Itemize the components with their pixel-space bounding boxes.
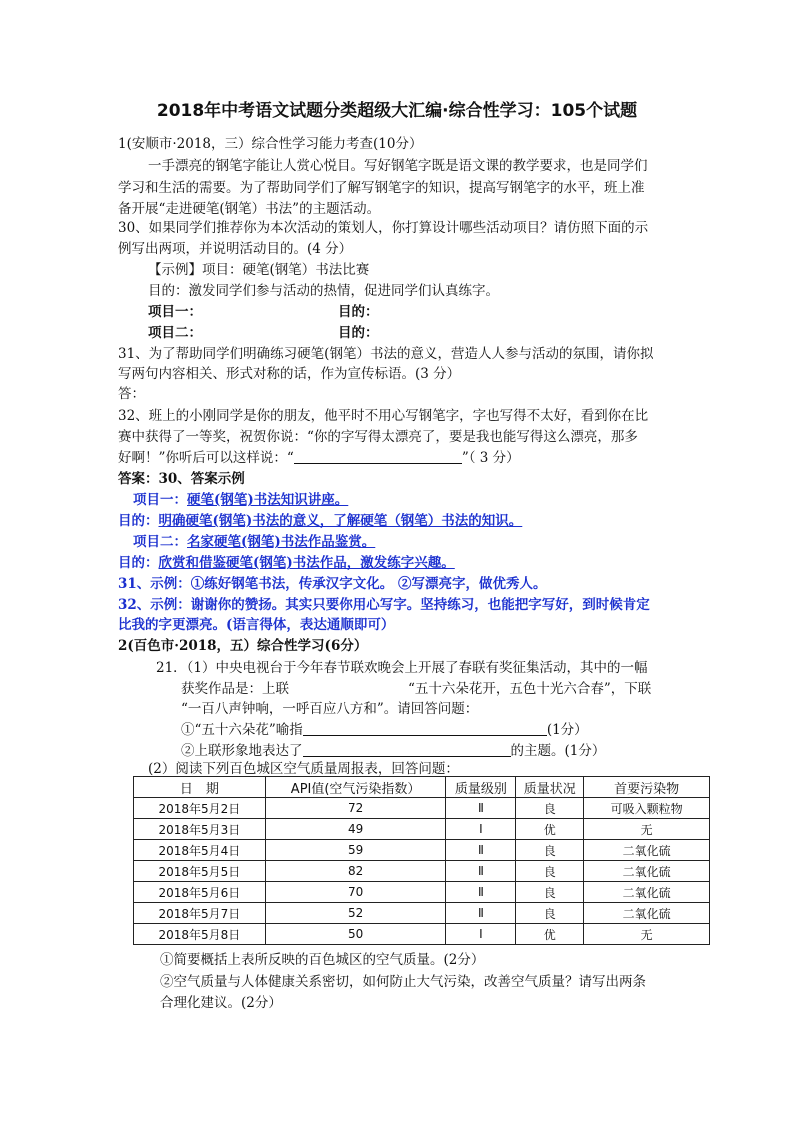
cell-pollutant: 二氧化硫 — [584, 861, 710, 882]
cell-api: 59 — [265, 840, 446, 861]
table-row — [134, 798, 710, 819]
cell-level: Ⅱ — [446, 840, 516, 861]
q32-text: 32、班上的小刚同学是你的朋友，他平时不用心写钢笔字，字也写得不太好，看到你在比 — [118, 408, 649, 424]
q32-answer-blank[interactable] — [294, 449, 462, 464]
answer-item1 — [133, 491, 348, 509]
cell-pollutant: 无 — [584, 924, 710, 945]
answer-goal1 — [118, 512, 522, 530]
col-header-level: 质量级别 — [446, 777, 516, 798]
q1-intro-line: 学习和生活的需要。为了帮助同学们了解写钢笔字的知识，提高写钢笔字的水平，班上准 — [118, 180, 645, 196]
answer-item2-prefix: 项目二： — [133, 534, 187, 550]
answer-item2 — [133, 533, 375, 551]
q21-sub2 — [181, 742, 605, 760]
answer-31: 31、示例：①练好钢笔书法，传承汉字文化。 ②写漂亮字，做优秀人。 — [118, 576, 547, 592]
answer-goal2-text: 欣赏和借鉴硬笔(钢笔)书法作品，激发练字兴趣。 — [158, 555, 455, 571]
q1-intro-line: 备开展“走进硬笔(钢笔）书法”的主题活动。 — [118, 201, 381, 217]
q31-text: 写两句内容相关、形式对称的话，作为宣传标语。(3 分） — [118, 366, 461, 382]
example-item: 【示例】项目：硬笔(钢笔）书法比赛 — [148, 262, 370, 278]
col-header-api: API值(空气污染指数） — [265, 777, 446, 798]
cell-level: Ⅱ — [446, 903, 516, 924]
q30-text: 例写出两项，并说明活动目的。(4 分） — [118, 241, 353, 257]
document-title: 2018年中考语文试题分类超级大汇编·综合性学习：105个试题 — [156, 101, 638, 121]
q31-text: 31、为了帮助同学们明确练习硬笔(钢笔）书法的意义，营造人人参与活动的氛围，请你拟 — [118, 346, 654, 362]
cell-pollutant: 二氧化硫 — [584, 903, 710, 924]
cell-date: 2018年5月7日 — [134, 903, 266, 924]
answer-goal1-text: 明确硬笔(钢笔)书法的意义，了解硬笔（钢笔）书法的知识。 — [158, 513, 523, 529]
cell-status: 良 — [516, 840, 584, 861]
cell-api: 52 — [265, 903, 446, 924]
q32-text-start: 好啊！”你听后可以这样说：“ — [118, 450, 294, 466]
q21-sub1-blank[interactable] — [303, 721, 547, 736]
q21-text: “一百八声钟响，一呼百应八方和”。请回答问题： — [181, 701, 479, 717]
after-table-q1: ①简要概括上表所反映的百色城区的空气质量。(2分） — [160, 952, 485, 968]
cell-api: 72 — [265, 798, 446, 819]
cell-status: 优 — [516, 819, 584, 840]
answer-item1-text: 硬笔(钢笔)书法知识讲座。 — [187, 492, 349, 508]
q21-text: “五十六朵花开，五色十光六合春”，下联 — [408, 681, 652, 697]
cell-status: 良 — [516, 903, 584, 924]
cell-status: 良 — [516, 798, 584, 819]
q2-header: 2(百色市·2018，五）综合性学习(6分） — [118, 638, 368, 654]
air-quality-table — [133, 776, 710, 945]
cell-date: 2018年5月6日 — [134, 882, 266, 903]
table-row — [134, 924, 710, 945]
table-intro: (2）阅读下列百色城区空气质量周报表，回答问题： — [148, 761, 459, 777]
cell-status: 良 — [516, 861, 584, 882]
q21-text: 21．（1）中央电视台于今年春节联欢晚会上开展了春联有奖征集活动，其中的一幅 — [156, 660, 648, 676]
q21-sub1-score: (1分） — [546, 722, 588, 738]
table-row — [134, 861, 710, 882]
answer-item2-text: 名家硬笔(钢笔)书法作品鉴赏。 — [187, 534, 376, 550]
item1-label: 项目一： — [148, 304, 202, 320]
cell-date: 2018年5月5日 — [134, 861, 266, 882]
cell-date: 2018年5月4日 — [134, 840, 266, 861]
q21-sub2-score: 的主题。(1分） — [510, 743, 606, 759]
answer-goal2 — [118, 554, 455, 572]
q21-sub1-text: ①“五十六朵花”喻指 — [181, 722, 303, 738]
item2-label: 项目二： — [148, 325, 202, 341]
q32-text — [118, 449, 520, 467]
after-table-q2: ②空气质量与人体健康关系密切，如何防止大气污染，改善空气质量？请写出两条 — [160, 974, 646, 990]
answer-goal2-prefix: 目的： — [118, 555, 159, 571]
q21-sub1 — [181, 721, 588, 739]
cell-level: Ⅱ — [446, 882, 516, 903]
cell-level: Ⅰ — [446, 819, 516, 840]
after-table-q2: 合理化建议。(2分） — [160, 995, 282, 1011]
table-header-row — [134, 777, 710, 798]
cell-api: 70 — [265, 882, 446, 903]
cell-status: 优 — [516, 924, 584, 945]
answer-goal1-prefix: 目的： — [118, 513, 159, 529]
goal2-label: 目的： — [338, 325, 379, 341]
q1-header: 1(安顺市·2018，三）综合性学习能力考查(10分） — [118, 136, 423, 152]
cell-date: 2018年5月8日 — [134, 924, 266, 945]
q21-sub2-text: ②上联形象地表达了 — [181, 743, 303, 759]
answers-heading: 答案：30、答案示例 — [118, 471, 245, 487]
table-row — [134, 819, 710, 840]
cell-api: 49 — [265, 819, 446, 840]
table-row — [134, 840, 710, 861]
cell-pollutant: 可吸入颗粒物 — [584, 798, 710, 819]
cell-api: 82 — [265, 861, 446, 882]
cell-pollutant: 二氧化硫 — [584, 840, 710, 861]
table-row — [134, 903, 710, 924]
example-goal: 目的：激发同学们参与活动的热情，促进同学们认真练字。 — [148, 283, 499, 299]
q21-sub2-blank[interactable] — [303, 742, 511, 757]
q32-text-end: ”（ 3 分） — [461, 450, 520, 466]
answer-item1-prefix: 项目一： — [133, 492, 187, 508]
cell-level: Ⅱ — [446, 798, 516, 819]
col-header-pollutant: 首要污染物 — [584, 777, 710, 798]
q21-text: 获奖作品是：上联 — [181, 681, 289, 697]
goal1-label: 目的： — [338, 304, 379, 320]
cell-api: 50 — [265, 924, 446, 945]
col-header-status: 质量状况 — [516, 777, 584, 798]
answer-32: 比我的字更漂亮。(语言得体，表达通顺即可） — [118, 617, 395, 633]
cell-level: Ⅰ — [446, 924, 516, 945]
q30-text: 30、如果同学们推荐你为本次活动的策划人，你打算设计哪些活动项目？请仿照下面的示 — [118, 220, 649, 236]
q32-text: 赛中获得了一等奖，祝贺你说：“你的字写得太漂亮了，要是我也能写得这么漂亮，那多 — [118, 429, 638, 445]
cell-date: 2018年5月2日 — [134, 798, 266, 819]
q1-intro-line: 一手漂亮的钢笔字能让人赏心悦目。写好钢笔字既是语文课的教学要求，也是同学们 — [148, 158, 648, 174]
answer-label: 答： — [118, 386, 145, 402]
answer-32: 32、示例：谢谢你的赞扬。其实只要你用心写字。坚持练习，也能把字写好，到时候肯定 — [118, 597, 650, 613]
cell-date: 2018年5月3日 — [134, 819, 266, 840]
cell-status: 良 — [516, 882, 584, 903]
col-header-date: 日 期 — [134, 777, 266, 798]
cell-pollutant: 二氧化硫 — [584, 882, 710, 903]
cell-pollutant: 无 — [584, 819, 710, 840]
cell-level: Ⅱ — [446, 861, 516, 882]
table-row — [134, 882, 710, 903]
